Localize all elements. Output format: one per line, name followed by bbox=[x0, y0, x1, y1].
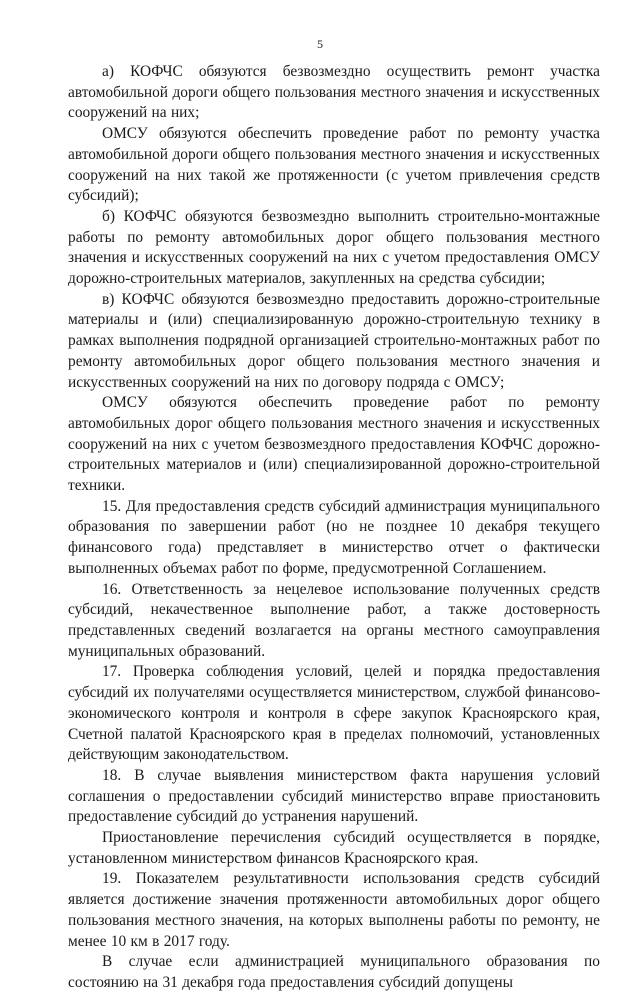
paragraph-omsu-1: ОМСУ обязуются обеспечить проведение работ по ремонту участка автомобильной дороги общего пользования местного значения и искусственных сооружений на них такой же протяженности (с учетом привлечения средств субсидий); bbox=[68, 125, 600, 205]
paragraph-omsu-2: ОМСУ обязуются обеспечить проведение работ по ремонту автомобильных дорог общего пользования местного значения и искусственных сооружений на них с учетом безвозмездного предоставления КОФЧС дорожно-строительных материалов и (или) специализированной дорожно-строительной техники. bbox=[68, 394, 600, 495]
paragraph-suspension: Приостановление перечисления субсидий осуществляется в порядке, установленном министерством финансов Красноярского края. bbox=[68, 829, 600, 867]
paragraph-a: а) КОФЧС обязуются безвозмездно осуществить ремонт участка автомобильной дороги общего пользования местного значения и искусственных сооружений на них; bbox=[68, 63, 600, 122]
paragraph-15: 15. Для предоставления средств субсидий администрация муниципального образования по завершении работ (но не позднее 10 декабря текущего финансового года) представляет в министерство отчет о фактически выполненных объемах работ по форме, предусмотренной Соглашением. bbox=[68, 497, 600, 577]
paragraph-final: В случае если администрацией муниципального образования по состоянию на 31 декабря года предоставления субсидий допущены bbox=[68, 953, 600, 991]
paragraph-16: 16. Ответственность за нецелевое использование полученных средств субсидий, некачественное выполнение работ, а также достоверность представленных сведений возлагается на органы местного самоуправления муниципальных образований. bbox=[68, 580, 600, 660]
paragraph-19: 19. Показателем результативности использования средств субсидий является достижение значения протяженности автомобильных дорог общего пользования местного значения, на которых выполнены работы по ремонту, не менее 10 км в 2017 году. bbox=[68, 870, 600, 950]
paragraph-v: в) КОФЧС обязуются безвозмездно предоставить дорожно-строительные материалы и (или) специализированную дорожно-строительную технику в рамках выполнения подрядной организацией строительно-монтажных работ по ремонту автомобильных дорог общего пользования местного значения и искусственных сооружений на них по договору подряда с ОМСУ; bbox=[68, 290, 600, 391]
document-body bbox=[68, 62, 600, 994]
paragraph-b: б) КОФЧС обязуются безвозмездно выполнить строительно-монтажные работы по ремонту автомобильных дорог общего пользования местного значения и искусственных сооружений на них с учетом предоставления ОМСУ дорожно-строительных материалов, закупленных на средства субсидии; bbox=[68, 207, 600, 288]
paragraph-17: 17. Проверка соблюдения условий, целей и порядка предоставления субсидий их получателями осуществляется министерством, службой финансово-экономического контроля и контроля в сфере закупок Красноярского края, Счетной палатой Красноярского края в пределах полномочий, установленных действующим законодательством. bbox=[68, 663, 600, 764]
page-number: 5 bbox=[317, 37, 323, 51]
paragraph-18: 18. В случае выявления министерством факта нарушения условий соглашения о предоставлении субсидий министерство вправе приостановить предоставление субсидий до устранения нарушений. bbox=[68, 766, 600, 826]
